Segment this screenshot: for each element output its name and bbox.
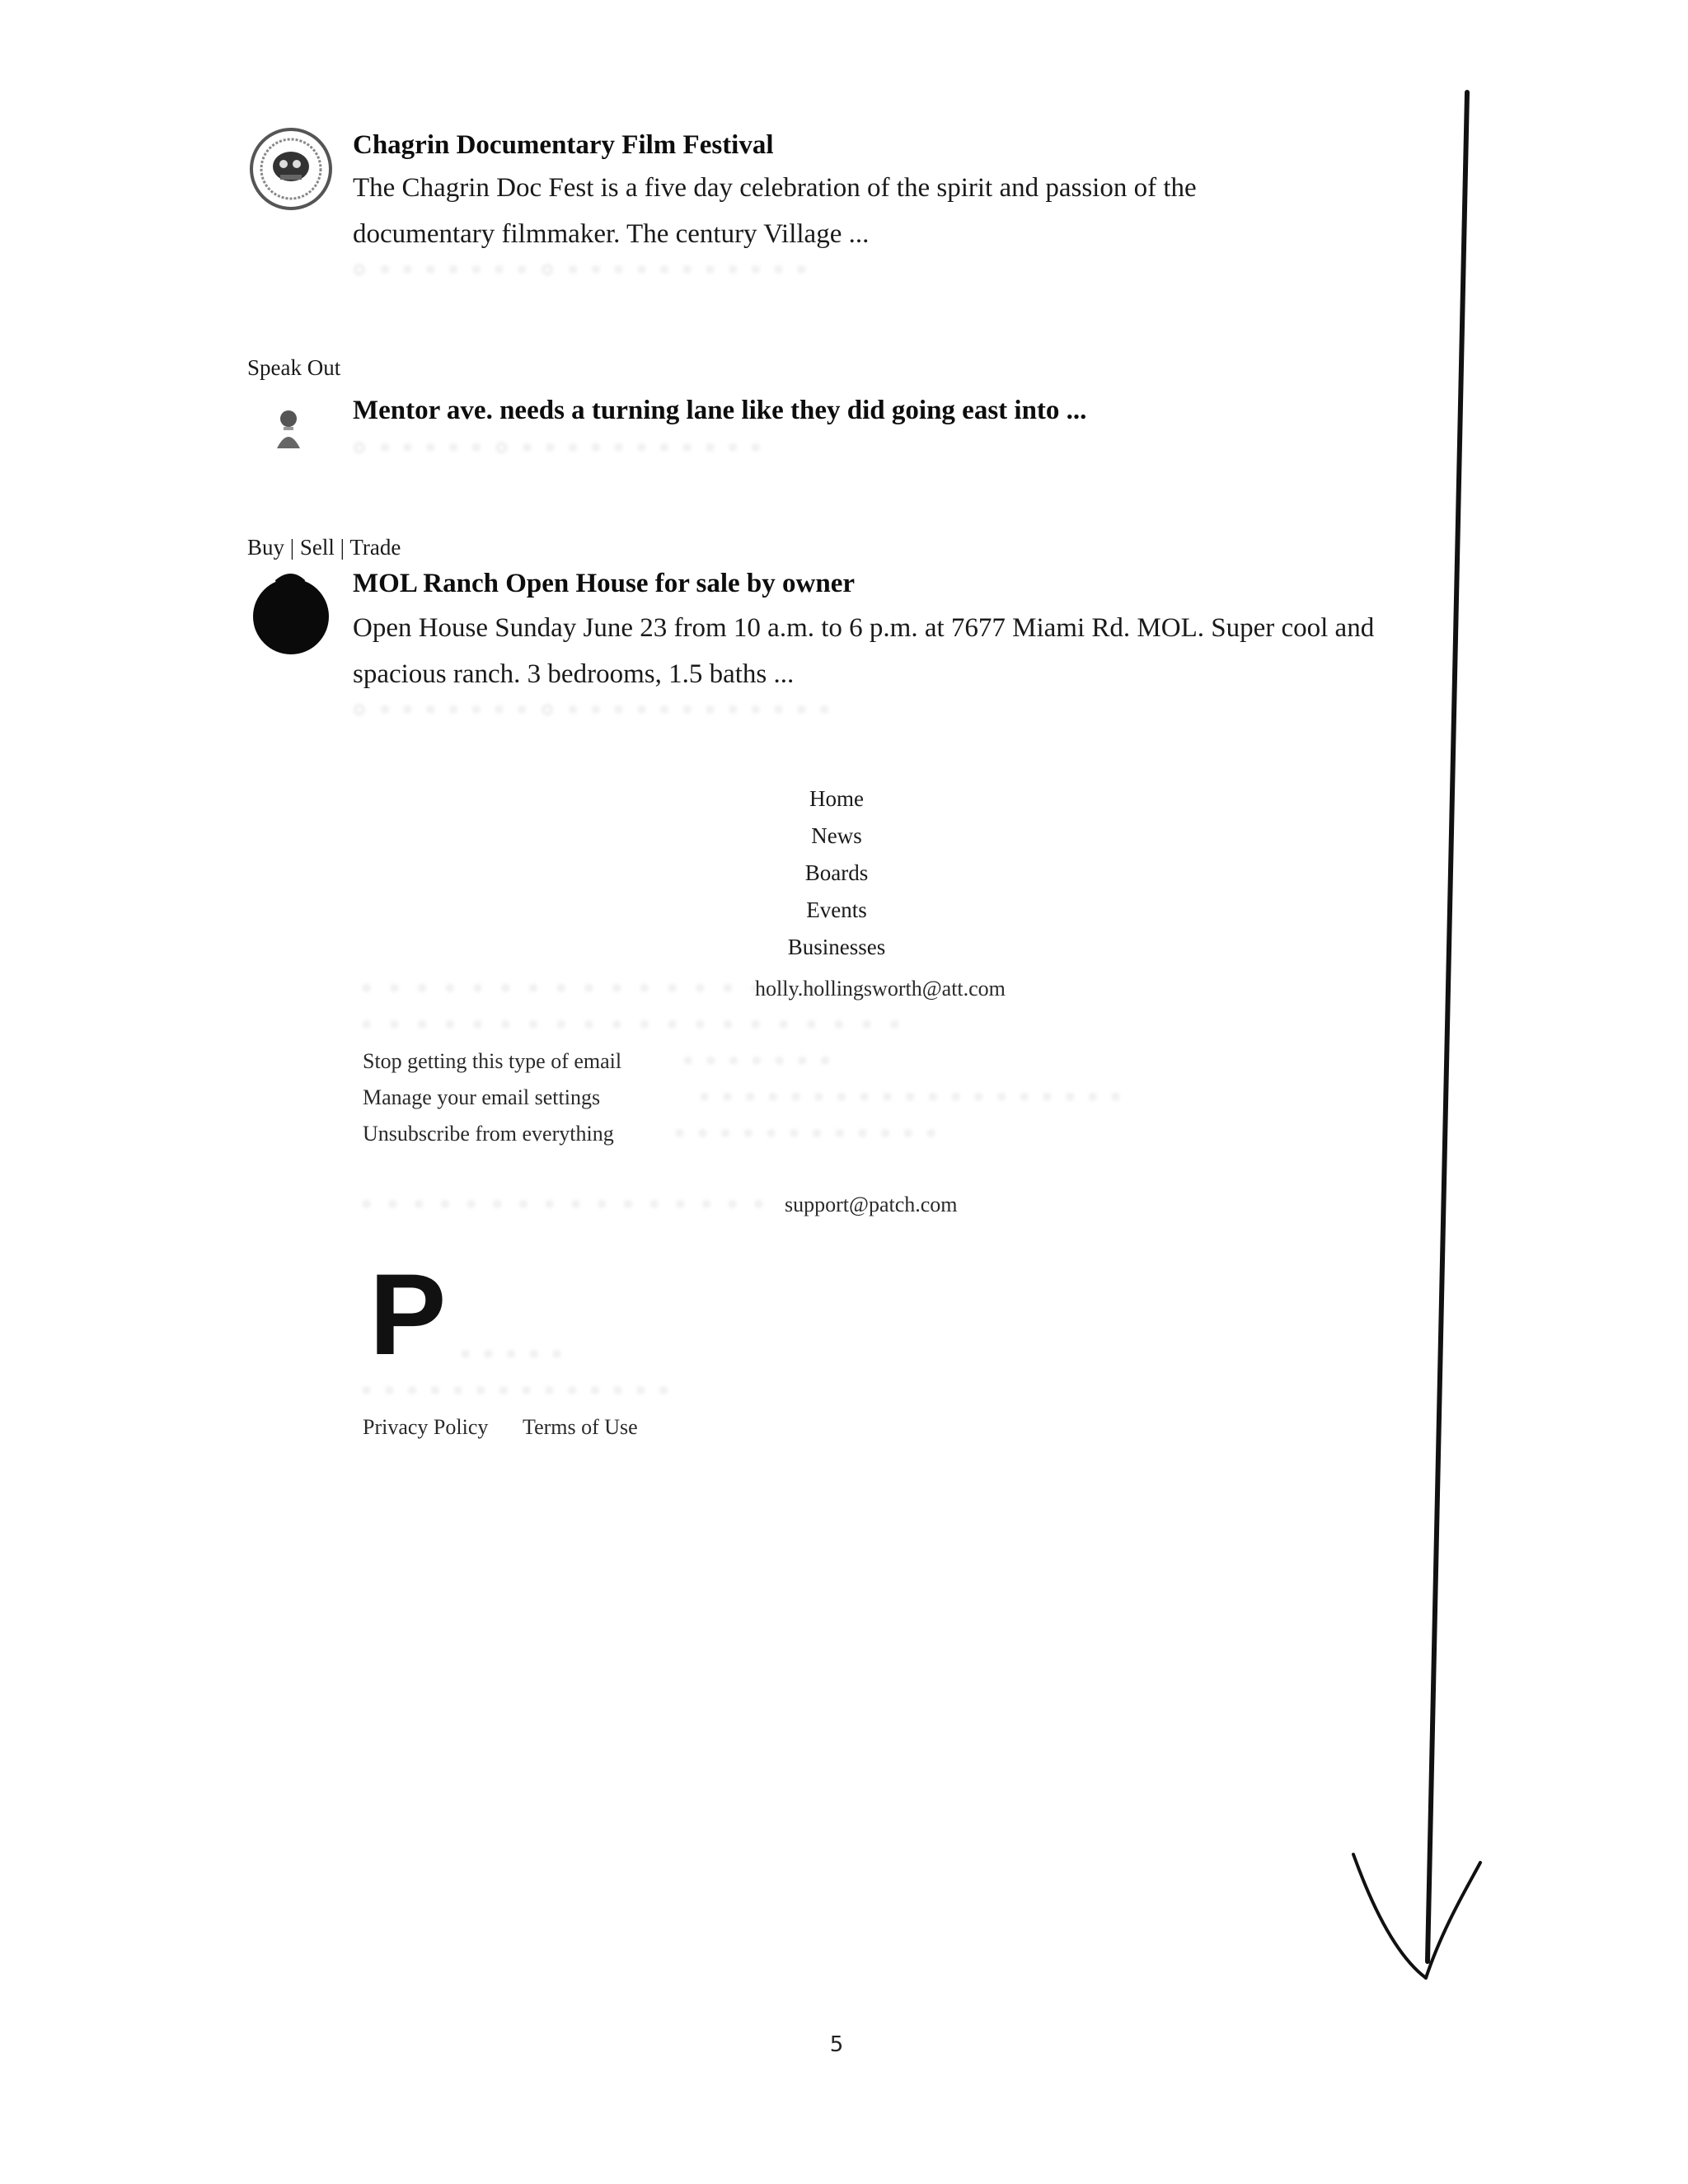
- patch-logo-letter: P: [369, 1249, 447, 1379]
- manage-settings-link[interactable]: Manage your email settings: [363, 1085, 601, 1109]
- film-festival-logo-icon: [247, 125, 335, 213]
- recipient-email: holly.hollingsworth@att.com: [755, 977, 1006, 1001]
- item-title-mol-ranch[interactable]: MOL Ranch Open House for sale by owner: [353, 569, 856, 598]
- email-notice-blurred: ▫ ▫ ▫ ▫ ▫ ▫ ▫ ▫ ▫ ▫ ▫ ▫ ▫ ▫ ▫ ▫ ▫ ▫ ▫ ▫: [363, 1012, 906, 1036]
- section-label-buy-sell-trade: Buy | Sell | Trade: [247, 535, 401, 560]
- footer-nav-businesses[interactable]: Businesses: [787, 935, 886, 959]
- stop-emails-link[interactable]: Stop getting this type of email: [363, 1049, 622, 1073]
- support-email-link[interactable]: support@patch.com: [785, 1193, 958, 1216]
- item-description-mol-ranch: Open House Sunday June 23 from 10 a.m. to 6 p.m. at 7677 Miami Rd. MOL. Super cool and spacious ranch. 3 bedrooms, 1.5 baths ...: [353, 613, 1375, 689]
- footer-nav-events[interactable]: Events: [806, 898, 867, 922]
- manage-settings-detail-blurred: ▫ ▫ ▫ ▫ ▫ ▫ ▫ ▫ ▫ ▫ ▫ ▫ ▫ ▫ ▫ ▫ ▫ ▫ ▫: [701, 1085, 1125, 1108]
- item-meta-blurred: ○ ▫ ▫ ▫ ▫ ▫ ▫ ▫ ○ ▫ ▫ ▫ ▫ ▫ ▫ ▫ ▫ ▫ ▫ ▫ ▫: [353, 697, 833, 721]
- user-avatar-icon: [247, 569, 335, 656]
- item-meta-blurred: ○ ▫ ▫ ▫ ▫ ▫ ▫ ▫ ○ ▫ ▫ ▫ ▫ ▫ ▫ ▫ ▫ ▫ ▫ ▫: [353, 257, 810, 281]
- company-address-blurred: ▫ ▫ ▫ ▫ ▫ ▫ ▫ ▫ ▫ ▫ ▫ ▫ ▫ ▫: [363, 1378, 673, 1402]
- footer-nav-home[interactable]: Home: [809, 786, 864, 811]
- support-notice-blurred: ▫ ▫ ▫ ▫ ▫ ▫ ▫ ▫ ▫ ▫ ▫ ▫ ▫ ▫ ▫ ▫: [363, 1192, 769, 1216]
- item-title-turning-lane[interactable]: Mentor ave. needs a turning lane like they did going east into ...: [353, 396, 1087, 425]
- user-avatar-icon: [272, 407, 305, 452]
- footer-nav-boards[interactable]: Boards: [804, 860, 869, 885]
- page-number: 5: [829, 2032, 844, 2057]
- unsubscribe-detail-blurred: ▫ ▫ ▫ ▫ ▫ ▫ ▫ ▫ ▫ ▫ ▫ ▫: [676, 1121, 940, 1145]
- section-label-speak-out: Speak Out: [247, 355, 341, 380]
- footer-nav-news[interactable]: News: [811, 823, 862, 848]
- item-meta-blurred: ○ ▫ ▫ ▫ ▫ ▫ ○ ▫ ▫ ▫ ▫ ▫ ▫ ▫ ▫ ▫ ▫ ▫: [353, 435, 765, 459]
- patch-logo: [369, 1249, 460, 1379]
- item-title-film-festival[interactable]: Chagrin Documentary Film Festival: [353, 130, 774, 160]
- item-description-film-festival: The Chagrin Doc Fest is a five day celebration of the spirit and passion of the documentary filmmaker. The century Village ...: [353, 173, 1197, 249]
- terms-of-use-link[interactable]: Terms of Use: [523, 1415, 638, 1439]
- company-address-blurred: ▫ ▫ ▫ ▫ ▫: [462, 1342, 566, 1366]
- hand-drawn-arrow-icon: [1335, 82, 1484, 2003]
- privacy-policy-link[interactable]: Privacy Policy: [363, 1415, 489, 1439]
- unsubscribe-link[interactable]: Unsubscribe from everything: [363, 1122, 614, 1146]
- stop-emails-detail-blurred: ▫ ▫ ▫ ▫ ▫ ▫ ▫: [684, 1048, 834, 1072]
- email-notice-blurred: ▫ ▫ ▫ ▫ ▫ ▫ ▫ ▫ ▫ ▫ ▫ ▫ ▫ ▫ ▫ ▫ ▫: [363, 976, 823, 1000]
